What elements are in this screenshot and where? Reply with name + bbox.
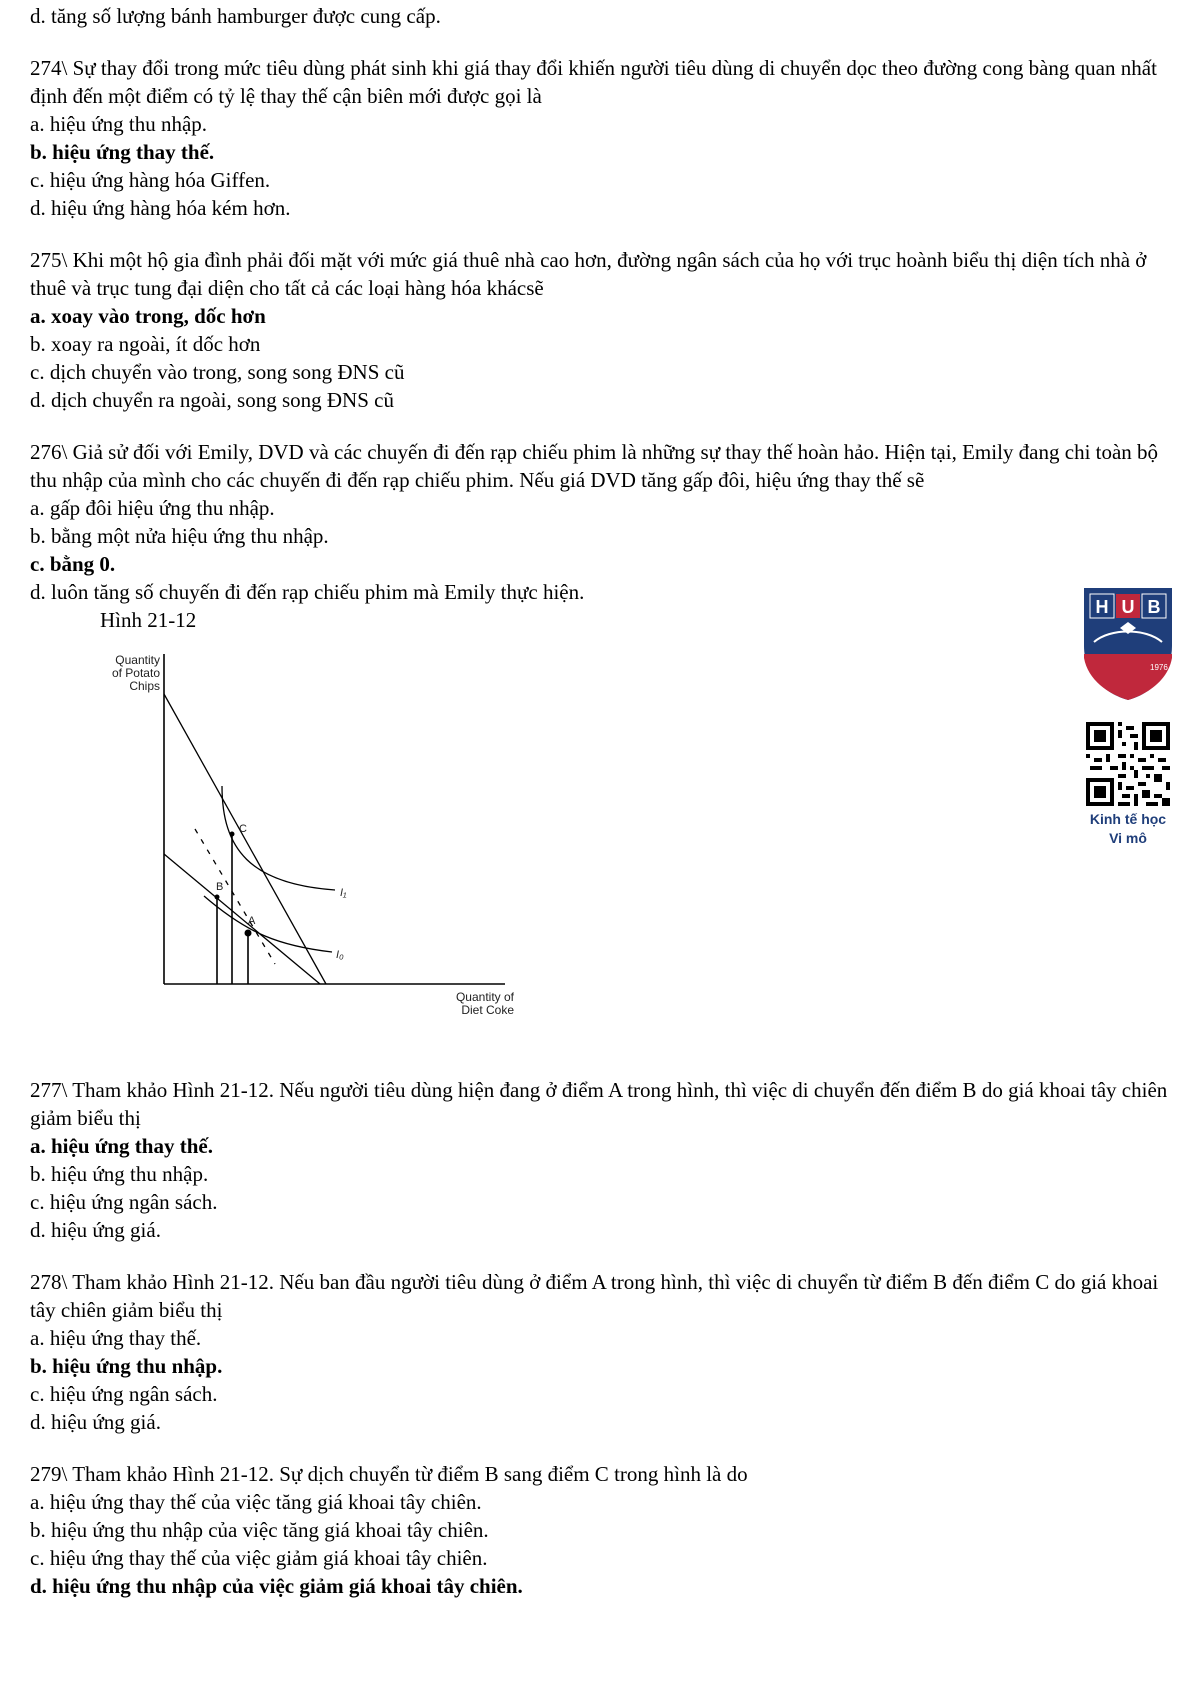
badge-caption	[1074, 810, 1182, 848]
question-stem: 275\ Khi một hộ gia đình phải đối mặt với mức giá thuê nhà cao hơn, đường ngân sách của họ với trục hoành biểu thị diện tích nhà ở thuê và trục tung đại diện cho tất cả các loại hàng hóa khácsẽ	[30, 248, 1147, 300]
option-d: d. hiệu ứng giá.	[30, 1410, 161, 1434]
y-axis-label-line: Chips	[129, 679, 160, 693]
figure-21-12	[30, 634, 550, 1054]
budget-line-original	[164, 854, 320, 984]
hub-logo-icon	[1080, 584, 1176, 702]
question-275	[30, 246, 1170, 414]
option-a: a. gấp đôi hiệu ứng thu nhập.	[30, 496, 275, 520]
question-274	[30, 54, 1170, 222]
question-277	[30, 1076, 1170, 1244]
question-stem: 276\ Giả sử đối với Emily, DVD và các chuyến đi đến rạp chiếu phim là những sự thay thế hoàn hảo. Hiện tại, Emily đang chi toàn bộ thu nhập của mình cho các chuyến đi đến rạp chiếu phim. Nếu giá DVD tăng gấp đôi, hiệu ứng thay thế sẽ	[30, 440, 1159, 492]
question-276	[30, 438, 1170, 634]
option-b-correct: b. hiệu ứng thay thế.	[30, 140, 215, 164]
option-c: c. hiệu ứng thay thế của việc giảm giá khoai tây chiên.	[30, 1546, 488, 1570]
question-stem: 277\ Tham khảo Hình 21-12. Nếu người tiêu dùng hiện đang ở điểm A trong hình, thì việc di chuyển đến điểm B do giá khoai tây chiên giảm biểu thị	[30, 1078, 1168, 1130]
compensated-budget-line	[195, 829, 275, 964]
option-c: c. hiệu ứng ngân sách.	[30, 1382, 218, 1406]
x-axis-label-line: Quantity of	[455, 990, 514, 1004]
logo-letter-h: H	[1095, 597, 1109, 617]
curve-i0-label: I₀	[336, 949, 344, 961]
badge-line-1: Kinh tế học	[1089, 811, 1167, 827]
option-d: d. luôn tăng số chuyến đi đến rạp chiếu phim mà Emily thực hiện.	[30, 580, 585, 604]
option-c-correct: c. bằng 0.	[30, 552, 116, 576]
point-b-marker	[215, 895, 220, 900]
option-a-correct: a. hiệu ứng thay thế.	[30, 1134, 213, 1158]
option-a-correct: a. xoay vào trong, dốc hơn	[30, 304, 266, 328]
option-b-correct: b. hiệu ứng thu nhập.	[30, 1354, 223, 1378]
y-axis-label-line: of Potato	[111, 666, 160, 680]
logo-letter-u: U	[1121, 597, 1135, 617]
option-b: b. hiệu ứng thu nhập của việc tăng giá khoai tây chiên.	[30, 1518, 489, 1542]
x-axis-label-line: Diet Coke	[461, 1003, 514, 1017]
qr-code-icon	[1086, 722, 1170, 806]
option-c: c. hiệu ứng ngân sách.	[30, 1190, 218, 1214]
y-axis-label-line: Quantity	[115, 653, 160, 667]
option-d: d. dịch chuyển ra ngoài, song song ĐNS cũ	[30, 388, 394, 412]
document-body	[30, 2, 1170, 1624]
option-a: a. hiệu ứng thay thế.	[30, 1326, 202, 1350]
indifference-curve-i0	[204, 896, 332, 952]
point-a-marker	[245, 930, 252, 937]
question-273-tail	[30, 2, 1170, 30]
question-stem: 278\ Tham khảo Hình 21-12. Nếu ban đầu người tiêu dùng ở điểm A trong hình, thì việc di chuyển từ điểm B đến điểm C do giá khoai tây chiên giảm biểu thị	[30, 1270, 1159, 1322]
option-d: d. tăng số lượng bánh hamburger được cung cấp.	[30, 4, 441, 28]
logo-year: 1976	[1150, 663, 1168, 672]
point-a-label: A	[248, 915, 256, 927]
option-c: c. hiệu ứng hàng hóa Giffen.	[30, 168, 271, 192]
option-b: b. bằng một nửa hiệu ứng thu nhập.	[30, 524, 329, 548]
question-279	[30, 1460, 1170, 1600]
badge-line-2: Vi mô	[1109, 830, 1147, 846]
option-c: c. dịch chuyển vào trong, song song ĐNS cũ	[30, 360, 405, 384]
option-d-correct: d. hiệu ứng thu nhập của việc giảm giá khoai tây chiên.	[30, 1574, 523, 1598]
x-axis-label	[410, 991, 514, 1017]
logo-letter-b: B	[1147, 597, 1161, 617]
budget-line-new	[164, 694, 326, 984]
option-b: b. hiệu ứng thu nhập.	[30, 1162, 209, 1186]
question-278	[30, 1268, 1170, 1436]
curve-i1-label: I₁	[340, 887, 347, 899]
option-d: d. hiệu ứng hàng hóa kém hơn.	[30, 196, 291, 220]
option-a: a. hiệu ứng thu nhập.	[30, 112, 208, 136]
option-b: b. xoay ra ngoài, ít dốc hơn	[30, 332, 261, 356]
point-b-label: B	[216, 881, 224, 893]
question-stem: 274\ Sự thay đổi trong mức tiêu dùng phát sinh khi giá thay đổi khiến người tiêu dùng di chuyển dọc theo đường cong bàng quan nhất định đến một điểm có tỷ lệ thay thế cận biên mới được gọi là	[30, 56, 1157, 108]
question-stem: 279\ Tham khảo Hình 21-12. Sự dịch chuyển từ điểm B sang điểm C trong hình là do	[30, 1462, 748, 1486]
indifference-curve-i1	[222, 786, 335, 890]
point-c-label: C	[239, 823, 247, 835]
figure-caption: Hình 21-12	[100, 608, 197, 632]
option-a: a. hiệu ứng thay thế của việc tăng giá khoai tây chiên.	[30, 1490, 482, 1514]
option-d: d. hiệu ứng giá.	[30, 1218, 161, 1242]
y-axis-label	[90, 654, 160, 693]
point-c-marker	[230, 832, 235, 837]
